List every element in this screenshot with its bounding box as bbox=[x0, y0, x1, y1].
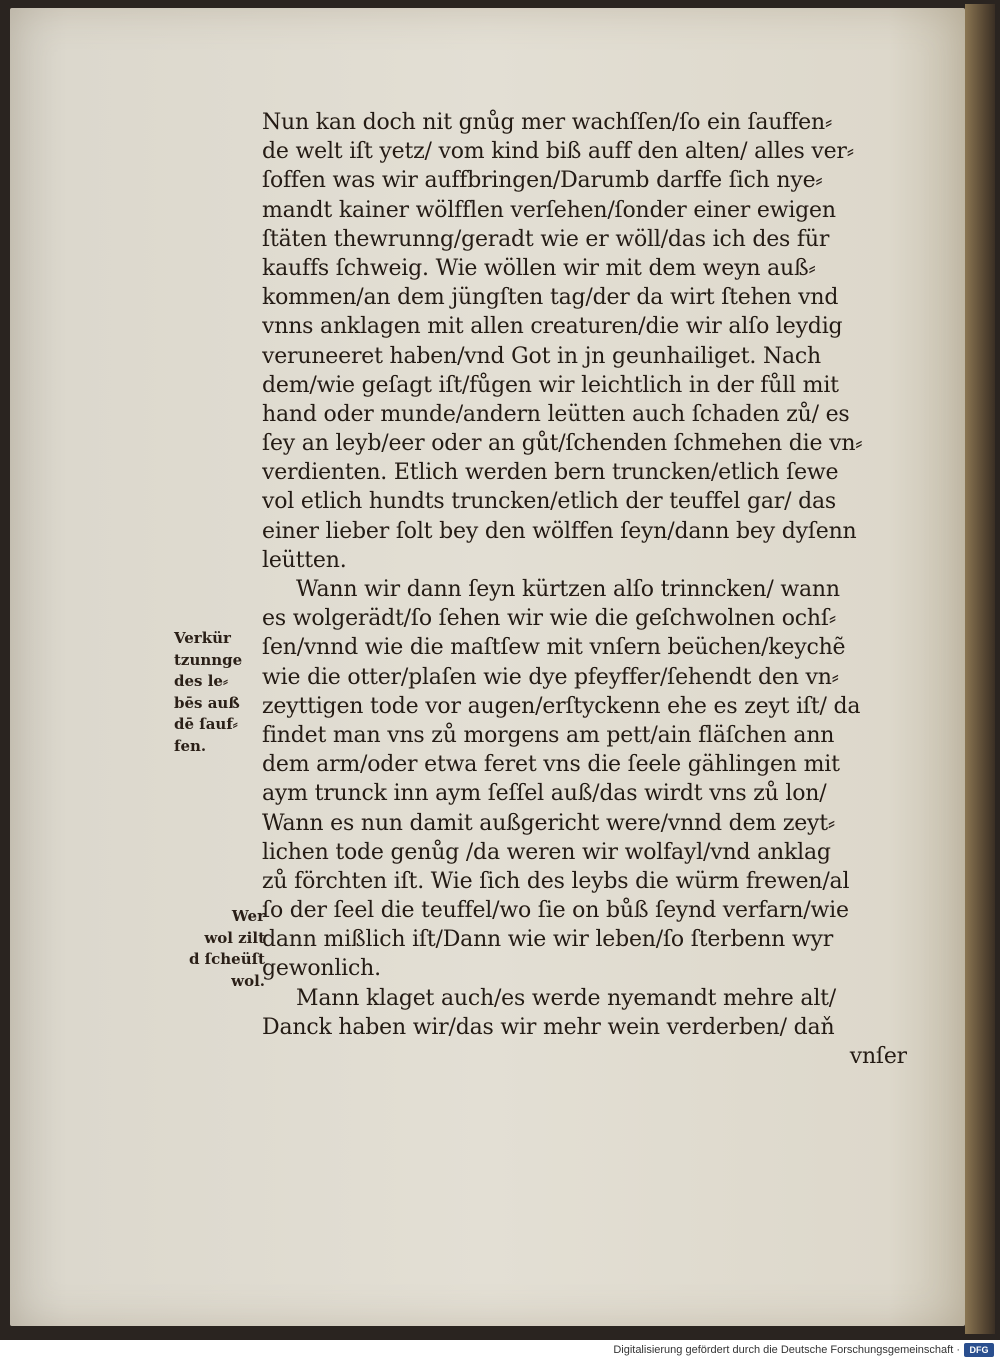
margin-note-line: Wer bbox=[231, 907, 265, 925]
margin-note-line: tzunnge bbox=[174, 650, 243, 669]
text-line: dem/wie geſagt iſt/fůgen wir leichtlich in der fůll mit bbox=[262, 372, 839, 398]
text-line: veruneeret haben/vnd Got in jn geunhailiget. Nach bbox=[262, 343, 822, 369]
text-line: ſey an leyb/eer oder an gůt/ſchenden ſchmehen die vn⸗ bbox=[262, 431, 863, 457]
text-line: Mann klaget auch/es werde nyemandt mehre alt/ bbox=[296, 985, 837, 1011]
text-line: einer lieber ſolt bey den wölffen ſeyn/dann bey dyſenn bbox=[262, 518, 857, 544]
text-line: de welt iſt yetz/ vom kind biß auff den alten/ alles ver⸗ bbox=[262, 139, 854, 165]
text-line: lichen tode genůg /da weren wir wolfayl/vnd anklag bbox=[262, 839, 831, 865]
text-line: Danck haben wir/das wir mehr wein verderben/ daň bbox=[262, 1014, 835, 1040]
text-line: Wann es nun damit außgericht were/vnnd dem zeyt⸗ bbox=[262, 810, 836, 836]
text-line: es wolgerädt/ſo ſehen wir wie die geſchwolnen ochſ⸗ bbox=[262, 606, 836, 632]
text-line: dem arm/oder etwa feret vns die ſeele gählingen mit bbox=[262, 752, 840, 778]
text-line: ſtäten thewrunng/geradt wie er wöll/das ich des für bbox=[262, 226, 830, 252]
text-line: kommen/an dem jüngſten tag/der da wirt ſtehen vnd bbox=[262, 285, 839, 311]
dfg-logo: DFG bbox=[964, 1343, 994, 1357]
text-line: wie die otter/plaſen wie dye pfeyffer/ſehendt den vn⸗ bbox=[262, 664, 839, 690]
text-line: ſoffen was wir auffbringen/Darumb darffe ſich nye⸗ bbox=[262, 168, 823, 194]
text-line: vol etlich hundts truncken/etlich der teuffel gar/ das bbox=[262, 489, 836, 515]
margin-note-line: wol. bbox=[231, 971, 265, 990]
margin-note bbox=[185, 906, 265, 992]
text-line: verdienten. Etlich werden bern truncken/etlich ſewe bbox=[262, 460, 839, 486]
text-line: hand oder munde/andern leütten auch ſchaden zů/ es bbox=[262, 401, 850, 427]
margin-note bbox=[174, 628, 264, 757]
text-line: mandt kainer wölfflen verſehen/ſonder einer ewigen bbox=[262, 197, 836, 223]
text-line: Wann wir dann ſeyn kürtzen alſo trinncken/ wann bbox=[296, 577, 840, 602]
body-text bbox=[262, 108, 907, 1071]
text-line: findet man vns zů morgens am pett/ain fläſchen ann bbox=[262, 722, 835, 748]
text-line: ſo der ſeel die teuffel/wo ſie on bůß ſeynd verfarn/wie bbox=[262, 898, 849, 924]
text-line: gewonlich. bbox=[262, 956, 381, 982]
footer-bar bbox=[0, 1340, 1000, 1362]
text-line: vnns anklagen mit allen creaturen/die wir alſo leydig bbox=[262, 314, 843, 340]
margin-note-line: dē ſauf⸗ bbox=[174, 715, 238, 733]
text-line: leütten. bbox=[262, 547, 347, 573]
margin-note-line: d ſcheüſt bbox=[188, 950, 265, 968]
margin-note-line: Verkür bbox=[174, 629, 231, 647]
margin-note-line: bēs auß bbox=[174, 693, 240, 712]
text-line: zů förchten iſt. Wie ſich des leybs die würm frewen/al bbox=[262, 868, 850, 894]
text-line: zeyttigen tode vor augen/erſtyckenn ehe es zeyt iſt/ da bbox=[262, 693, 861, 719]
text-line: kauffs ſchweig. Wie wöllen wir mit dem weyn auß⸗ bbox=[262, 255, 816, 281]
text-line: ſen/vnnd wie die maſtſew mit vnſern beüchen/keychẽ bbox=[262, 635, 846, 661]
book-edge bbox=[965, 4, 995, 1334]
funding-credit: Digitalisierung gefördert durch die Deutsche Forschungsgemeinschaft · bbox=[613, 1344, 960, 1356]
margin-note-line: fen. bbox=[174, 736, 207, 755]
catchword: vnſer bbox=[849, 1044, 907, 1069]
text-line: aym trunck inn aym ſeſſel auß/das wirdt vns zů lon/ bbox=[262, 781, 827, 807]
margin-note-line: des le⸗ bbox=[174, 672, 228, 690]
text-line: dann mißlich iſt/Dann wie wir leben/ſo ſterbenn wyr bbox=[262, 927, 834, 953]
text-line: Nun kan doch nit gnůg mer wachſſen/ſo ein ſauffen⸗ bbox=[262, 110, 833, 135]
margin-note-line: wol zilt bbox=[204, 928, 265, 947]
